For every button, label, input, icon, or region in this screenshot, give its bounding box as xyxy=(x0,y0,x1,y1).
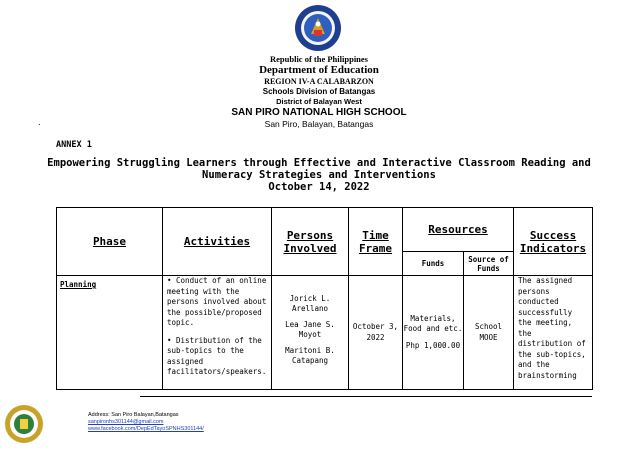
division-line: Schools Division of Batangas xyxy=(262,87,376,96)
stray-dot: . xyxy=(38,118,41,127)
funds-amount: Php 1,000.00 xyxy=(405,340,461,350)
annex-label: ANNEX 1 xyxy=(56,140,92,150)
cell-phase: Planning xyxy=(57,276,163,390)
school-address: San Piro, Balayan, Batangas xyxy=(264,119,374,129)
school-logo xyxy=(4,404,44,444)
document-title-line-1: Empowering Struggling Learners through Effective and Interactive Classroom Reading and xyxy=(47,157,591,169)
cell-activities xyxy=(163,276,272,390)
deped-seal-logo xyxy=(294,4,342,52)
person-name: Maritoni B. Catapang xyxy=(285,345,335,365)
footer-email-link[interactable]: sanpironhs301144@gmail.com xyxy=(88,419,164,425)
cell-funds xyxy=(403,276,464,390)
document-date: October 14, 2022 xyxy=(268,181,370,193)
activity-item: • Conduct of an online meeting with the persons involved about the possible/proposed topic. xyxy=(167,276,267,327)
cell-time-frame: October 3, 2022 xyxy=(349,276,403,390)
header-phase: Phase xyxy=(57,208,163,276)
republic-line: Republic of the Philippines xyxy=(269,54,368,64)
cell-source-of-funds: School MOOE xyxy=(464,276,514,390)
footer-facebook-link[interactable]: www.facebook.com/DepEdTayoSPNHS301144/ xyxy=(88,426,204,432)
action-plan-table xyxy=(56,207,593,390)
header-persons-involved: Persons Involved xyxy=(272,208,349,276)
funds-description: Materials, Food and etc. xyxy=(403,313,463,334)
region-line: REGION IV-A CALABARZON xyxy=(264,77,374,86)
header-success-indicators: Success Indicators xyxy=(514,208,593,276)
person-name: Jorick L. Arellano xyxy=(289,293,331,313)
header-activities: Activities xyxy=(163,208,272,276)
document-title-line-2: Numeracy Strategies and Interventions xyxy=(202,169,436,181)
header-funds: Funds xyxy=(403,252,464,276)
person-name: Lea Jane S. Moyot xyxy=(285,319,335,339)
header-source-of-funds: Source of Funds xyxy=(464,252,514,276)
school-name: SAN PIRO NATIONAL HIGH SCHOOL xyxy=(231,107,407,118)
footer-divider xyxy=(140,396,592,397)
activity-item: • Distribution of the sub-topics to the assigned facilitators/speakers. xyxy=(167,335,267,376)
footer-address: Address: San Piro Balayan,Batangas xyxy=(88,412,179,418)
department-line: Department of Education xyxy=(259,64,379,76)
cell-persons xyxy=(272,276,349,390)
header-resources: Resources xyxy=(403,208,514,252)
header-time-frame: Time Frame xyxy=(349,208,403,276)
district-line: District of Balayan West xyxy=(276,97,362,106)
cell-success-indicators: The assigned persons conducted successfully the meeting, the distribution of the sub-topics, and the brainstorming xyxy=(514,276,593,390)
